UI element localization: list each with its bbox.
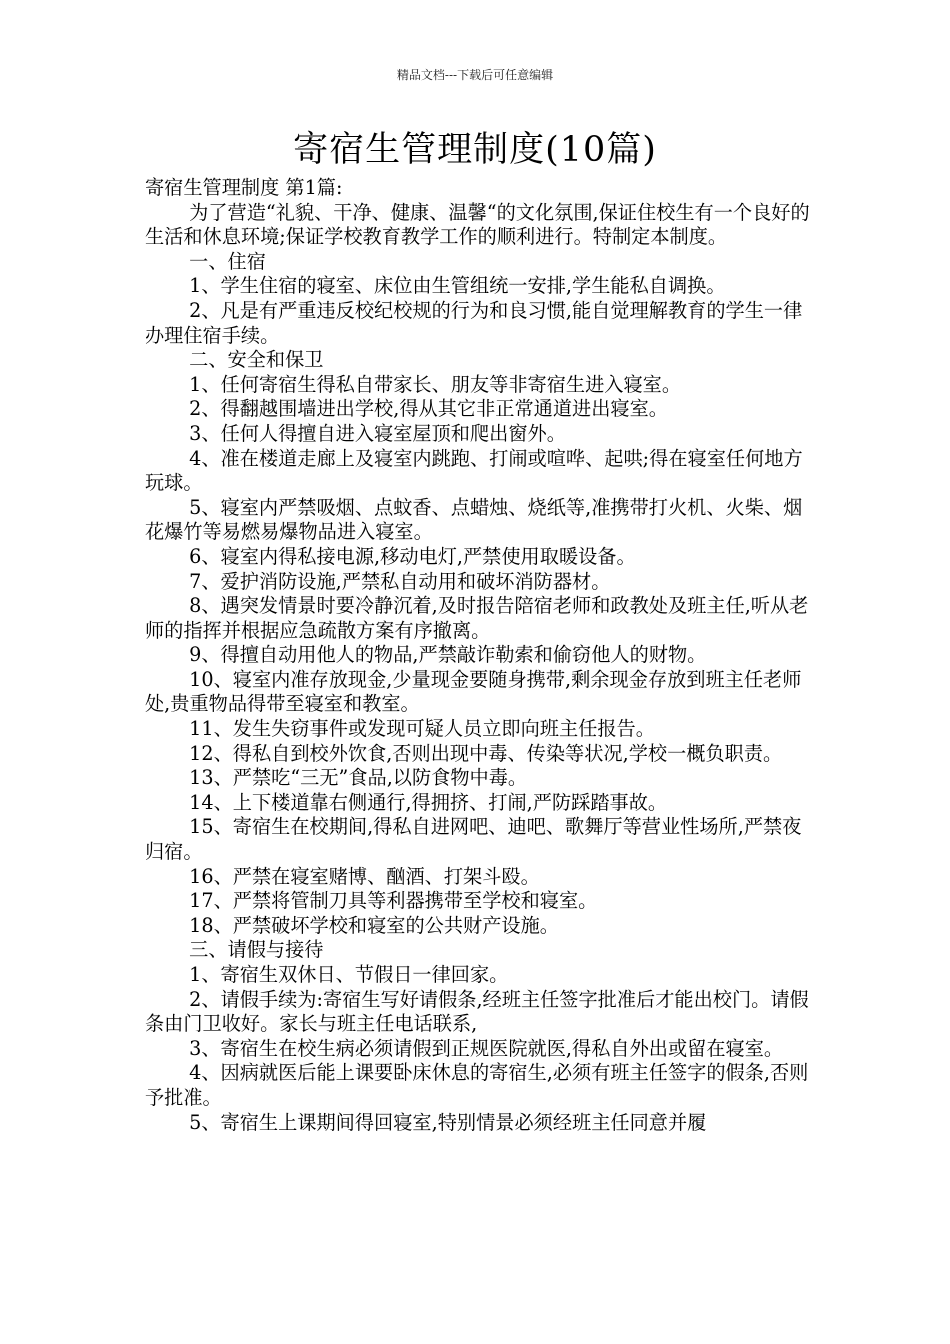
paragraph: 1、寄宿生双休日、节假日一律回家。 [189,963,509,986]
paragraph: 1、任何寄宿生得私自带家长、朋友等非寄宿生进入寝室。 [189,372,682,396]
paragraph: 4、因病就医后能上课要卧床休息的寄宿生,必须有班主任签字的假条,否则予批准。 [145,1061,809,1109]
paragraph: 3、任何人得擅自进入寝室屋顶和爬出窗外。 [189,421,566,445]
paragraph: 二、安全和保卫 [189,348,324,372]
paragraph: 7、爱护消防设施,严禁私自动用和破坏消防器材。 [189,569,611,593]
paragraph: 15、寄宿生在校期间,得私自进网吧、迪吧、歌舞厅等营业性场所,严禁夜归宿。 [145,815,802,864]
paragraph: 三、请假与接待 [189,938,324,962]
paragraph: 10、寝室内准存放现金,少量现金要随身携带,剩余现金存放到班主任老师处,贵重物品得带至寝室和教室。 [145,667,802,716]
paragraph: 9、得擅自动用他人的物品,严禁敲诈勒索和偷窃他人的财物。 [189,643,707,667]
paragraph: 1、学生住宿的寝室、床位由生管组统一安排,学生能私自调换。 [189,274,726,298]
paragraph: 5、寝室内严禁吸烟、点蚊香、点蜡烛、烧纸等,准携带打火机、火柴、烟花爆竹等易燃易爆物品进入寝室。 [145,495,803,544]
paragraph: 2、得翻越围墙进出学校,得从其它非正常通道进出寝室。 [189,397,668,421]
paragraph: 寄宿生管理制度 第1篇: [145,176,343,199]
paragraph: 2、凡是有严重违反校纪校规的行为和良习惯,能自觉理解教育的学生一律办理住宿手续。 [145,298,803,347]
paragraph: 13、严禁吃“三无”食品,以防食物中毒。 [189,766,528,790]
paragraph: 4、准在楼道走廊上及寝室内跳跑、打闹或喧哗、起哄;得在寝室任何地方玩球。 [145,446,803,495]
document-title: 寄宿生管理制度(10篇) [293,130,657,170]
paragraph: 一、住宿 [189,249,266,273]
paragraph: 16、严禁在寝室赌博、酗酒、打架斗殴。 [189,864,540,888]
paragraph: 14、上下楼道靠右侧通行,得拥挤、打闹,严防踩踏事故。 [189,790,668,814]
paragraph: 2、请假手续为:寄宿生写好请假条,经班主任签字批准后才能出校门。请假条由门卫收好。家长与班主任电话联系, [145,987,809,1036]
paragraph: 8、遇突发情景时要冷静沉着,及时报告陪宿老师和政教处及班主任,听从老师的指挥并根据应急疏散方案有序撤离。 [145,594,809,642]
paragraph: 17、严禁将管制刀具等利器携带至学校和寝室。 [189,889,598,913]
header-note: 精品文档---下载后可任意编辑 [396,68,554,82]
paragraph: 6、寝室内得私接电源,移动电灯,严禁使用取暖设备。 [189,544,636,568]
paragraph: 11、发生失窃事件或发现可疑人员立即向班主任报告。 [189,717,655,741]
paragraph: 18、严禁破坏学校和寝室的公共财产设施。 [189,913,559,937]
paragraph: 为了营造“礼貌、干净、健康、温馨“的文化氛围,保证住校生有一个良好的生活和休息环境;保证学校教育教学工作的顺利进行。特制定本制度。 [145,200,810,249]
paragraph: 3、寄宿生在校生病必须请假到正规医院就医,得私自外出或留在寝室。 [189,1036,784,1060]
paragraph: 12、得私自到校外饮食,否则出现中毒、传染等状况,学校一概负职责。 [189,741,783,765]
document-body [145,176,817,1135]
paragraph: 5、寄宿生上课期间得回寝室,特别情景必须经班主任同意并履 [189,1110,707,1134]
